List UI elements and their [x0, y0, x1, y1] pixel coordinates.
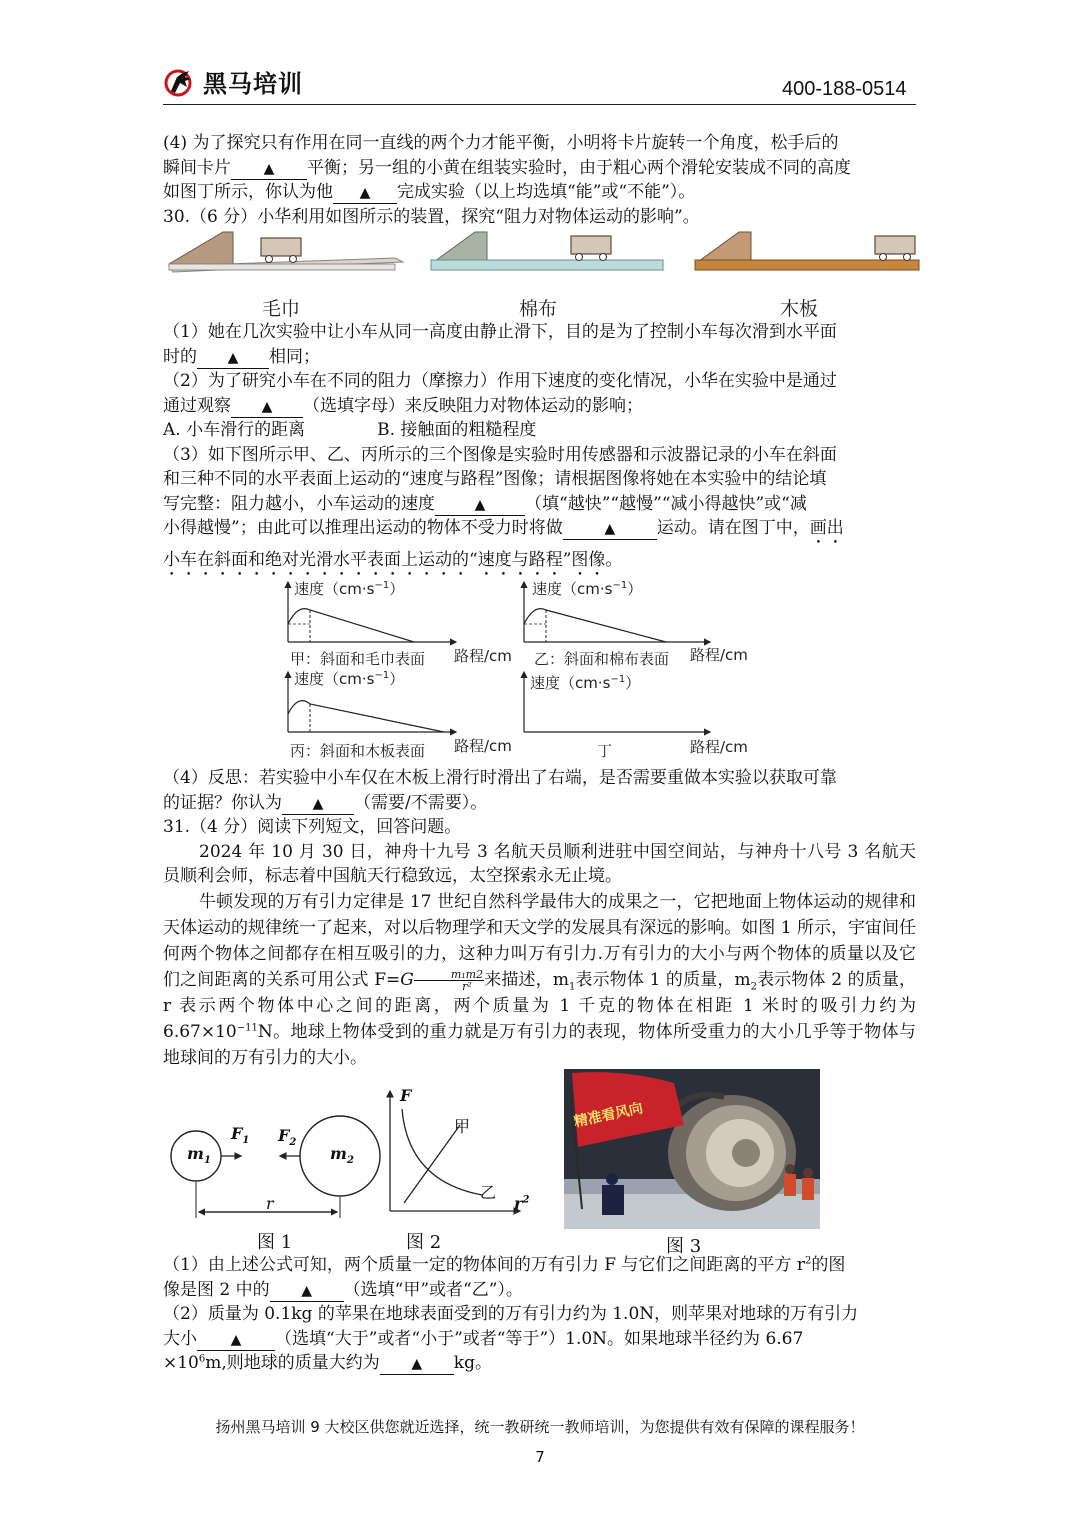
footer-slogan: 扬州黑马培训 9 大校区供您就近选择，统一教研统一教师培训，为您提供有效有保障的课程服务！: [215, 1418, 865, 1436]
text: 牛顿发现的万有引力定律是 17 世纪自然科学最伟大的成果之一，它把地面上物体运动的规律和天体运动的规律统一了起来，对以后物理学和天文学的发展具有深远的影响。如图 1 所示，宇宙间任何两个物体之间都存在相互吸引的力，这种力叫万有引力.万有引力的大小与两个物体的质量以及它们之间距离的关系可用公式 F=: [163, 891, 916, 990]
answer-blank[interactable]: [197, 347, 269, 369]
text: 速度（cm·s: [530, 674, 611, 692]
fig2-label-r2: $r^2$: [514, 1194, 530, 1213]
header-divider: [163, 104, 916, 105]
text: 的图: [811, 1255, 846, 1275]
exponent: 6: [198, 1353, 206, 1365]
answer-blank[interactable]: [380, 1353, 454, 1375]
text: kg。: [453, 1353, 492, 1373]
figure-3-photo: [564, 1069, 820, 1229]
text: ×10: [163, 1353, 199, 1373]
answer-blank[interactable]: [333, 182, 397, 204]
graph-ding-xlabel: 路程/cm: [690, 738, 748, 756]
text: （需要/不需要）。: [354, 792, 488, 813]
text: ）: [389, 670, 405, 688]
figure-2-caption: 图 2: [406, 1232, 442, 1253]
q30-3-line1: （3）如下图所示甲、乙、丙所示的三个图像是实验时用传感器和示波器记录的小车在斜面: [163, 444, 837, 465]
text: ）: [389, 580, 405, 598]
q30-title: 30.（6 分）小华利用如图所示的装置，探究“阻力对物体运动的影响”。: [163, 207, 700, 227]
graph-jia-xlabel: 路程/cm: [454, 647, 512, 665]
figure-3-caption: 图 3: [666, 1236, 702, 1257]
text: 如图丁所示，你认为他: [163, 182, 333, 202]
q31-title: 31.（4 分）阅读下列短文，回答问题。: [163, 817, 462, 837]
q29-4-line2: [163, 156, 916, 181]
graph-bing-caption: 丙：斜面和木板表面: [290, 742, 426, 760]
blank-mark: ▲: [227, 349, 239, 366]
q31-2-line1: （2）质量为 0.1kg 的苹果在地球表面受到的万有引力约为 1.0N，则苹果对地球的万有引力: [163, 1304, 859, 1324]
text: （选填字母）来反映阻力对物体运动的影响；: [303, 395, 643, 416]
fig2-label-yi: 乙: [480, 1183, 497, 1202]
numerator: m₁m2: [414, 969, 484, 981]
figure-1-caption: 图 1: [257, 1232, 293, 1253]
emphasis-text: 小车在斜面和绝对光滑水平表面上运动的“速度与路程”图像。: [163, 550, 623, 570]
q31-para1: 2024 年 10 月 30 日，神舟十九号 3 名航天员顺利进驻中国空间站，与神舟十八号 3 名航天员顺利会师，标志着中国航天行稳致远，太空探索永无止境。: [163, 841, 916, 886]
answer-blank[interactable]: [231, 396, 303, 418]
text: ）: [627, 580, 643, 598]
answer-blank[interactable]: [435, 494, 525, 516]
denominator: r²: [462, 979, 472, 993]
text: 写完整：阻力越小，小车运动的速度: [163, 493, 435, 514]
text: 完成实验（以上均选填“能”或“不能”）。: [397, 182, 696, 202]
blank-mark: ▲: [411, 1356, 423, 1372]
answer-blank[interactable]: [282, 793, 354, 815]
text: 表示物体 1 的质量，m: [575, 969, 751, 990]
text: m,则地球的质量大约为: [205, 1353, 380, 1373]
q30-2-line2: [163, 394, 916, 419]
q31-2-line3: [163, 1351, 916, 1376]
q31-para2: 牛顿发现的万有引力定律是 17 世纪自然科学最伟大的成果之一，它把地面上物体运动的规律和天体运动的规律统一了起来，对以后物理学和天文学的发展具有深远的影响。如图 1 所示，宇宙间任何两个物体之间都存在相互吸引的力，这种力叫万有引力.万有引力的大小与两个物体的质量以及它们之间距离的关系可用公式 F=G $\frac{\text{m₁m2}}{\text{r²}}$ 来描述，$m_1$表示物体 1 的质量，$m_2$表示物体 2 的质量，r 表示两个物体中心之间的距离，两个质量为 1 千克的物体在相距 1 米时的吸引力约为 $6.67\times 10^{-11}N$。地球上物体受到的重力就是万有引力的表现，物体所受重力的大小几乎等于物体与地球间的万有引力的大小。: [163, 891, 916, 1068]
exponent: −1: [610, 674, 626, 685]
q30-1-line1: （1）她在几次实验中让小车从同一高度由静止滑下，目的是为了控制小车每次滑到水平面: [163, 322, 837, 342]
option-b: B. 接触面的粗糙程度: [377, 420, 537, 440]
blank-mark: ▲: [359, 185, 371, 201]
answer-blank[interactable]: [231, 158, 307, 180]
q29-4-line3: [163, 180, 916, 205]
ramp-cotton: [431, 232, 663, 270]
q29-part4: [163, 131, 916, 205]
horse-logo-icon: [163, 67, 197, 97]
answer-blank[interactable]: [270, 1280, 344, 1302]
text: F: [278, 1126, 290, 1145]
exponent: −1: [374, 580, 390, 591]
text: 大小: [163, 1328, 197, 1349]
graph-yi-caption: 乙：斜面和棉布表面: [534, 650, 670, 668]
graph-ding-ylabel: [530, 672, 640, 693]
text: F: [231, 1124, 243, 1143]
graph-yi-ylabel: [532, 578, 642, 599]
label-towel: 毛巾: [262, 298, 301, 320]
answer-blank[interactable]: [197, 1329, 275, 1351]
q30-4-line1: （4）反思：若实验中小车仅在木板上滑行时滑出了右端，是否需要重做本实验以获取可靠: [163, 768, 837, 788]
label-f1: $F_1$: [231, 1124, 250, 1147]
ramp-figures: [163, 228, 923, 282]
text: 相同；: [269, 346, 320, 367]
q31-2-line2: [163, 1327, 916, 1352]
brand-name: 黑马培训: [203, 70, 303, 98]
q30-2-options: [163, 418, 916, 443]
text: m: [187, 1144, 204, 1163]
text: m: [330, 1144, 347, 1163]
exponent: −11: [236, 1021, 258, 1033]
blank-mark: ▲: [301, 1282, 313, 1299]
ramp-towel: [169, 232, 403, 272]
text: 瞬间卡片: [163, 157, 231, 178]
graph-ding-caption: 丁: [597, 742, 613, 760]
emphasis-text: 画出: [809, 518, 844, 538]
text: （选填“甲”或者“乙”）。: [343, 1279, 523, 1300]
text: （选填“大于”或者“小于”或者“等于”）1.0N。如果地球半径约为 6.67: [275, 1328, 804, 1349]
formula-g: G: [400, 969, 414, 990]
line-jia: [404, 1125, 460, 1203]
blank-mark: ▲: [230, 1331, 242, 1348]
q30-3-line2: 和三种不同的水平表面上运动的“速度与路程”图像；请根据图像将她在本实验中的结论填: [163, 469, 827, 489]
text: 速度（cm·s: [294, 670, 375, 688]
text: 来描述，m: [484, 969, 569, 990]
q30-3-line3: [163, 492, 916, 517]
text: 运动。请在图丁中，: [656, 518, 810, 538]
text: 小得越慢”；由此可以推理出运动的物体不受力时将做: [163, 518, 563, 538]
q30-4-and-q31: [163, 766, 916, 1071]
q31-1-line1: （1）由上述公式可知，两个质量一定的物体间的万有引力 F 与它们之间距离的平方 $r^2$的图: [163, 1255, 846, 1275]
blank-mark: ▲: [312, 795, 324, 812]
label-m1: $m_1$: [187, 1144, 211, 1167]
text: 像是图 2 中的: [163, 1279, 270, 1300]
q30-2-line1: （2）为了研究小车在不同的阻力（摩擦力）作用下速度的变化情况，小华在实验中是通过: [163, 371, 837, 391]
q30-4-line2: [163, 791, 916, 816]
text: （填“越快”“越慢”“减小得越快”或“减: [525, 493, 807, 514]
blank-mark: ▲: [604, 521, 616, 537]
q31-1-line2: [163, 1278, 916, 1303]
q30-questions: [163, 320, 916, 580]
graph-jia-caption: 甲：斜面和毛巾表面: [290, 650, 426, 668]
text: r: [514, 1194, 523, 1213]
text: 速度（cm·s: [532, 580, 613, 598]
q31-questions: [163, 1253, 916, 1376]
graph-bing-ylabel: [294, 668, 404, 689]
exponent: −1: [612, 580, 628, 591]
text: 速度（cm·s: [294, 580, 375, 598]
graph-yi-xlabel: 路程/cm: [690, 646, 748, 664]
text: 时的: [163, 346, 197, 367]
text: 平衡；另一组的小黄在组装实验时，由于粗心两个滑轮安装成不同的高度: [307, 157, 851, 178]
flag-text: 精准看风向: [572, 1100, 645, 1131]
text: ）: [625, 674, 641, 692]
option-a: A. 小车滑行的距离: [163, 420, 306, 440]
label-cotton: 棉布: [519, 298, 558, 320]
text: （1）由上述公式可知，两个质量一定的物体间的万有引力 F 与它们之间距离的平方 r: [163, 1255, 805, 1275]
text: 的证据？你认为: [163, 792, 282, 813]
blank-mark: ▲: [263, 160, 275, 177]
graph-jia-ylabel: [294, 578, 404, 599]
phone-number: 400-188-0514: [782, 78, 907, 100]
text: N。地球上物体受到的重力就是万有引力的表现，物体所受重力的大小几乎等于物体与地球间的万有引力的大小。: [163, 1021, 916, 1068]
label-f2: $F_2$: [278, 1126, 297, 1149]
figure-2: [378, 1085, 528, 1225]
text: 通过观察: [163, 395, 231, 416]
ramp-wood: [695, 232, 919, 270]
q30-1-line2: [163, 345, 916, 370]
figure-1: [163, 1100, 393, 1230]
formula-fraction: [414, 969, 484, 992]
blank-mark: ▲: [474, 496, 486, 513]
page-number: 7: [535, 1448, 545, 1466]
answer-blank[interactable]: [563, 518, 657, 540]
q29-4-line1: (4) 为了探究只有作用在同一直线的两个力才能平衡，小明将卡片旋转一个角度，松手后的: [163, 133, 839, 153]
label-r: r: [266, 1194, 274, 1213]
q30-3-line4: [163, 516, 916, 548]
graph-bing-xlabel: 路程/cm: [454, 737, 512, 755]
text: 表示物体 2 的质量，r 表示两个物体中心之间的距离，两个质量为 1 千克的物体在相距 1 米时的吸引力约为 6.67×10: [163, 969, 916, 1042]
label-wood: 木板: [780, 298, 819, 320]
header-logo: [163, 64, 303, 99]
fig2-label-jia: 甲: [454, 1117, 471, 1136]
blank-mark: ▲: [261, 398, 273, 415]
fig2-label-f: F: [400, 1086, 412, 1105]
label-m2: $m_2$: [330, 1144, 354, 1167]
exponent: −1: [374, 670, 390, 681]
